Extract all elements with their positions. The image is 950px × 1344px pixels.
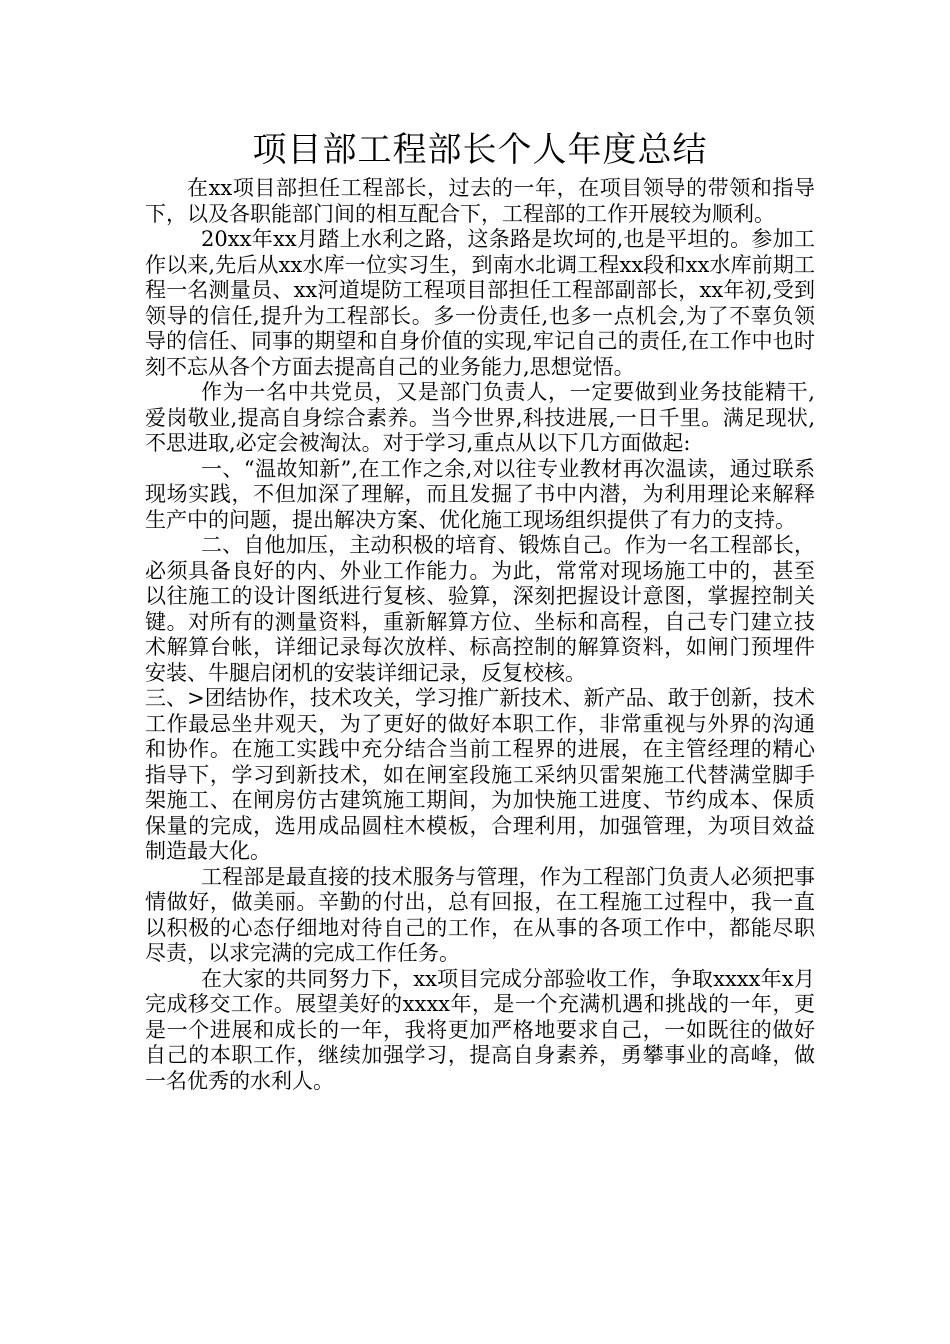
paragraph-point-three: 三、>团结协作，技术攻关，学习推广新技术、新产品、敢于创新，技术工作最忌坐井观天，为了更好的做好本职工作，非常重视与外界的沟通和协作。在施工实践中充分结合当前工程界的进展，在主管经理的精心指导下，学习到新技术，如在闸室段施工采纳贝雷架施工代替满堂脚手架施工、在闸房仿古建筑施工期间，为加快施工进度、节约成本、保质保量的完成，选用成品圆柱木模板，合理利用，加强管理，为项目效益制造最大化。 xyxy=(145,686,815,863)
paragraph-point-one: 一、“温故知新”,在工作之余,对以往专业教材再次温读，通过联系现场实践，不但加深了理解，而且发掘了书中内潜，为利用理论来解释生产中的问题，提出解决方案、优化施工现场组织提供了有力的支持。 xyxy=(145,456,815,532)
paragraph-intro: 在xx项目部担任工程部长，过去的一年，在项目领导的带领和指导下，以及各职能部门间的相互配合下，工程部的工作开展较为顺利。 xyxy=(145,176,815,226)
paragraph-point-two: 二、自他加压，主动积极的培育、锻炼自己。作为一名工程部长，必须具备良好的内、外业工作能力。为此，常常对现场施工中的，甚至以往施工的设计图纸进行复核、验算，深刻把握设计意图，掌握控制关键。对所有的测量资料，重新解算方位、坐标和高程，自己专门建立技术解算台帐，详细记录每次放样、标高控制的解算资料，如闸门预埋件安装、牛腿启闭机的安装详细记录，反复校核。 xyxy=(145,533,815,685)
paragraph-career: 20xx年xx月踏上水利之路，这条路是坎坷的,也是平坦的。参加工作以来,先后从xx水库一位实习生，到南水北调工程xx段和xx水库前期工程一名测量员、xx河道堤防工程项目部担任工程部副部长，xx年初,受到领导的信任,提升为工程部长。多一份责任,也多一点机会,为了不辜负领导的信任、同事的期望和自身价值的实现,牢记自己的责任,在工作中也时刻不忘从各个方面去提高自己的业务能力,思想觉悟。 xyxy=(145,227,815,379)
paragraph-engineering-dept: 工程部是最直接的技术服务与管理，作为工程部门负责人必须把事情做好，做美丽。辛勤的付出，总有回报，在工程施工过程中，我一直以积极的心态仔细地对待自己的工作，在从事的各项工作中，都能尽职尽责，以求完满的完成工作任务。 xyxy=(145,864,815,965)
document-page xyxy=(145,128,815,1094)
paragraph-party-member: 作为一名中共党员，又是部门负责人，一定要做到业务技能精干,爱岗敬业,提高自身综合素养。当今世界,科技进展,一日千里。满足现状,不思进取,必定会被淘汰。对于学习,重点从以下几方面做起: xyxy=(145,380,815,455)
paragraph-outlook: 在大家的共同努力下，xx项目完成分部验收工作，争取xxxx年x月完成移交工作。展望美好的xxxx年，是一个充满机遇和挑战的一年，更是一个进展和成长的一年，我将更加严格地要求自己，一如既往的做好自己的本职工作，继续加强学习，提高自身素养，勇攀事业的高峰，做一名优秀的水利人。 xyxy=(145,966,815,1093)
document-title: 项目部工程部长个人年度总结 xyxy=(252,130,708,170)
